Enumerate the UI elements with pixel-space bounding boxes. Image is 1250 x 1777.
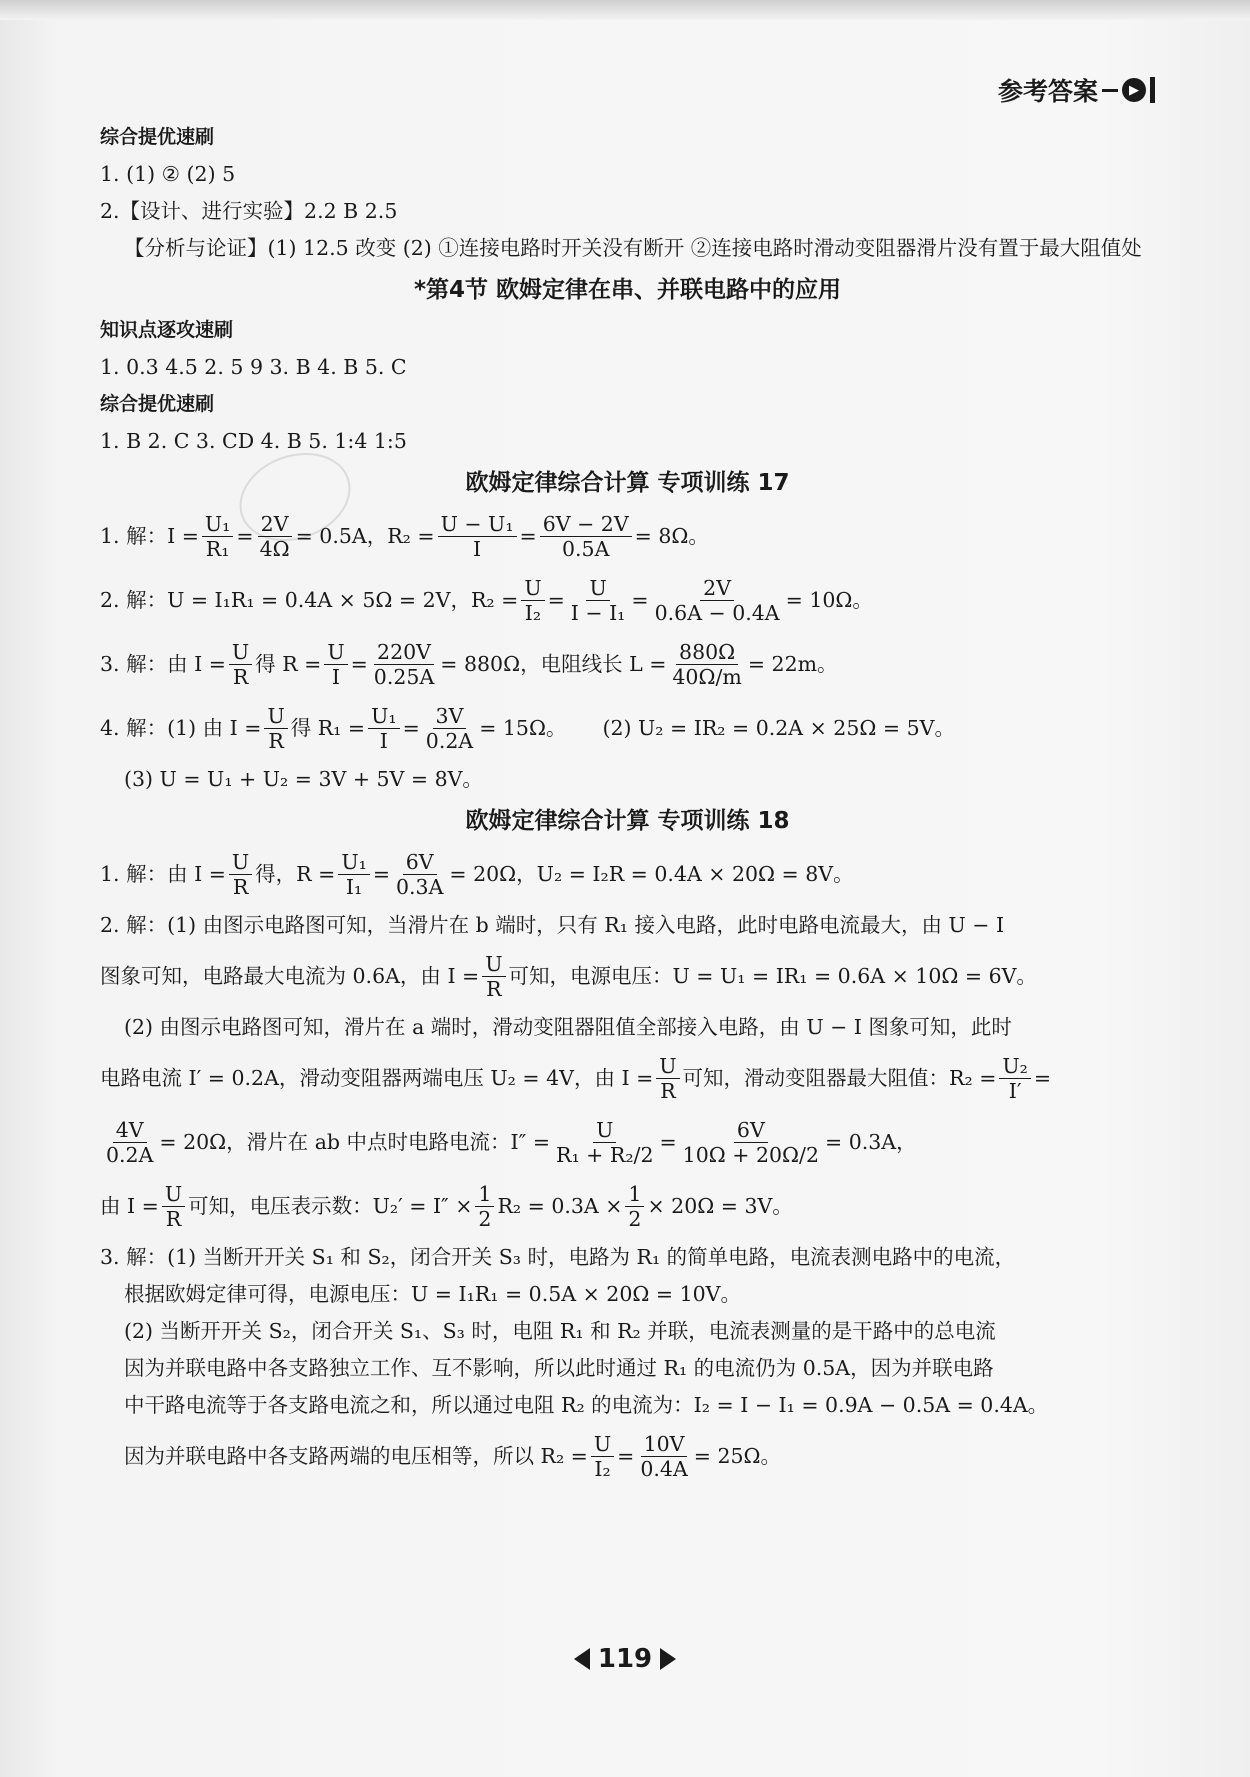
text: = (372, 862, 390, 886)
denominator: I′ (1008, 1078, 1022, 1103)
subheading: 知识点逐攻速刷 (100, 319, 234, 341)
answer-line: (2) 由图示电路图可知，滑片在 a 端时，滑动变阻器阻值全部接入电路，由 U − I 图象可知，此时 (124, 1015, 1012, 1039)
denominator: R₁ (205, 536, 230, 561)
denominator: I (473, 536, 482, 561)
fraction (591, 1432, 614, 1481)
denominator: 2 (478, 1206, 492, 1231)
numerator: 1 (475, 1182, 494, 1207)
subheading: 综合提优速刷 (100, 393, 215, 415)
text: = 8Ω。 (634, 524, 709, 548)
fraction (202, 512, 234, 561)
page-number: 119 (597, 1644, 653, 1674)
text: 1. 解： (100, 524, 168, 548)
denominator: 0.4A (640, 1456, 688, 1481)
denominator: I − I₁ (570, 600, 626, 625)
denominator: I₁ (345, 874, 363, 899)
text: 图象可知，电路最大电流为 0.6A，由 I = (100, 964, 480, 988)
denominator: R (165, 1206, 182, 1231)
numerator: 880Ω (676, 640, 738, 665)
fraction (371, 640, 437, 689)
answer-content (100, 118, 1155, 1490)
denominator: R (486, 976, 502, 1001)
answer-line: 根据欧姆定律可得，电源电压：U = I₁R₁ = 0.5A × 20Ω = 10V。 (124, 1282, 741, 1306)
page-header (998, 72, 1155, 108)
text: 得 R = (255, 652, 322, 676)
text: I = (167, 524, 199, 548)
solution-line (100, 698, 1155, 758)
numerator: U (591, 1432, 614, 1457)
scan-edge (0, 0, 1250, 20)
text: 因为并联电路中各支路两端的电压相等，所以 R₂ = (124, 1444, 588, 1468)
fraction (103, 1118, 156, 1167)
answer-line: 2. 解：(1) 由图示电路图可知，当滑片在 b 端时，只有 R₁ 接入电路，此时电路电流最大，由 U − I (100, 913, 1005, 937)
fraction (652, 576, 783, 625)
numerator: U (656, 1054, 679, 1079)
fraction (521, 576, 544, 625)
fraction (656, 1054, 679, 1103)
text: (2) U₂ = IR₂ = 0.2A × 25Ω = 5V。 (602, 716, 955, 740)
answer-line: 因为并联电路中各支路独立工作、互不影响，所以此时通过 R₁ 的电流仍为 0.5A，因为并联电路 (124, 1356, 994, 1380)
subheading: 综合提优速刷 (100, 126, 215, 148)
numerator: U (229, 850, 252, 875)
text: = (1033, 1066, 1052, 1090)
numerator: U (482, 952, 505, 977)
denominator: I (331, 664, 341, 689)
text: = (350, 652, 368, 676)
fraction (162, 1182, 185, 1231)
text: R₂ = 0.3A × (497, 1194, 623, 1218)
denominator: I (379, 728, 388, 753)
next-arrow-icon (660, 1648, 676, 1670)
numerator: U₁ (368, 704, 400, 729)
fraction (368, 704, 400, 753)
text: 3. 解：由 I = (100, 652, 226, 676)
answer-line: 【分析与论证】(1) 12.5 改变 (2) ①连接电路时开关没有断开 ②连接电路时滑动变阻器滑片没有置于最大阻值处 (124, 236, 1142, 260)
header-dash (1102, 89, 1118, 92)
fraction (324, 640, 347, 689)
text: = (617, 1444, 635, 1468)
text: 电路电流 I′ = 0.2A，滑动变阻器两端电压 U₂ = 4V，由 I = (100, 1066, 654, 1090)
solution-line (100, 1426, 1155, 1486)
answer-line: (2) 当断开开关 S₂，闭合开关 S₁、S₃ 时，电阻 R₁ 和 R₂ 并联，电流表测量的是干路中的总电流 (124, 1319, 996, 1343)
text: = (402, 716, 420, 740)
numerator: U₁ (202, 512, 234, 537)
fraction (540, 512, 632, 561)
denominator: 0.2A (106, 1142, 154, 1167)
solution-line (100, 1112, 1155, 1172)
text: = (659, 1130, 677, 1154)
numerator: 10V (641, 1432, 688, 1457)
denominator: R (660, 1078, 676, 1103)
denominator: 2 (628, 1206, 642, 1231)
text: 由 I = (100, 1194, 159, 1218)
denominator: I₂ (594, 1456, 611, 1481)
numerator: U (586, 576, 609, 601)
fraction (553, 1118, 656, 1167)
text: × 20Ω = 3V。 (647, 1194, 793, 1218)
numerator: 6V (734, 1118, 768, 1143)
section-title: *第4节 欧姆定律在串、并联电路中的应用 (413, 277, 842, 303)
denominator: 0.5A (561, 536, 610, 561)
numerator: 220V (374, 640, 434, 665)
fraction (393, 850, 446, 899)
fraction (680, 1118, 822, 1167)
numerator: U − U₁ (438, 512, 517, 537)
denominator: R (232, 874, 249, 899)
text: 得，R = (255, 862, 336, 886)
header-title: 参考答案 (997, 77, 1098, 106)
solution-line (100, 1048, 1155, 1108)
denominator: 0.25A (373, 664, 435, 689)
solution-line (100, 506, 1155, 566)
section-title: 欧姆定律综合计算 专项训练 18 (465, 808, 790, 834)
text: = (547, 588, 565, 612)
text: = (519, 524, 537, 548)
fraction (482, 952, 505, 1001)
text: = 25Ω。 (693, 1444, 782, 1468)
text: 得 R₁ = (290, 716, 366, 740)
numerator: U (264, 704, 287, 729)
fraction (257, 512, 293, 561)
fraction (999, 1054, 1031, 1103)
fraction (264, 704, 287, 753)
solution-line (100, 946, 1155, 1006)
text: = (631, 588, 649, 612)
fraction (669, 640, 744, 689)
text: 可知，滑动变阻器最大阻值：R₂ = (682, 1066, 997, 1090)
numerator: U (162, 1182, 185, 1207)
fraction (475, 1182, 494, 1231)
text: = 20Ω，U₂ = I₂R = 0.4A × 20Ω = 8V。 (449, 862, 854, 886)
fraction (229, 640, 252, 689)
text: 1. 解：由 I = (100, 862, 226, 886)
text: = 20Ω，滑片在 ab 中点时电路电流：I″ = (159, 1130, 551, 1154)
numerator: 3V (433, 704, 467, 729)
header-bar (1150, 77, 1155, 103)
numerator: 2V (258, 512, 292, 537)
answer-line: 1. B 2. C 3. CD 4. B 5. 1:4 1:5 (100, 429, 407, 453)
denominator: 10Ω + 20Ω/2 (682, 1142, 819, 1167)
numerator: 2V (700, 576, 734, 601)
denominator: 0.2A (425, 728, 474, 753)
numerator: U₁ (338, 850, 370, 875)
fraction (625, 1182, 644, 1231)
numerator: U (229, 640, 252, 665)
denominator: I₂ (524, 600, 542, 625)
answer-line: 1. (1) ② (2) 5 (100, 162, 236, 186)
prev-arrow-icon (574, 1648, 590, 1670)
text: 4. 解：(1) 由 I = (100, 716, 262, 740)
text: = 0.5A，R₂ = (295, 524, 435, 548)
numerator: 6V − 2V (540, 512, 632, 537)
text: = 0.3A， (825, 1130, 917, 1154)
numerator: 1 (625, 1182, 644, 1207)
denominator: R (268, 728, 284, 753)
denominator: R (232, 664, 249, 689)
text: = (236, 524, 254, 548)
denominator: 0.6A − 0.4A (654, 600, 780, 625)
answer-line: 1. 0.3 4.5 2. 5 9 3. B 4. B 5. C (100, 355, 407, 379)
play-icon: ▶ (1122, 78, 1146, 102)
numerator: U₂ (999, 1054, 1031, 1079)
denominator: 4Ω (259, 536, 290, 561)
solution-line (100, 1176, 1155, 1236)
fraction (338, 850, 370, 899)
text: = 22m。 (747, 652, 838, 676)
text: 2. 解：U = I₁R₁ = 0.4A × 5Ω = 2V，R₂ = (100, 588, 519, 612)
numerator: U (593, 1118, 616, 1143)
fraction (423, 704, 476, 753)
text: = 10Ω。 (785, 588, 873, 612)
answer-line: 2.【设计、进行实验】2.2 B 2.5 (100, 199, 398, 223)
numerator: U (324, 640, 347, 665)
text: = 15Ω。 (479, 716, 567, 740)
numerator: U (521, 576, 544, 601)
denominator: 0.3A (396, 874, 444, 899)
answer-line: 3. 解：(1) 当断开开关 S₁ 和 S₂，闭合开关 S₃ 时，电路为 R₁ 的简单电路，电流表测电路中的电流， (100, 1245, 1016, 1269)
solution-line (100, 570, 1155, 630)
denominator: R₁ + R₂/2 (556, 1142, 654, 1167)
numerator: 4V (113, 1118, 147, 1143)
fraction (438, 512, 517, 561)
section-title: 欧姆定律综合计算 专项训练 17 (465, 470, 790, 496)
denominator: 40Ω/m (672, 664, 742, 689)
fraction (229, 850, 252, 899)
text: = 880Ω，电阻线长 L = (440, 652, 667, 676)
answer-line: (3) U = U₁ + U₂ = 3V + 5V = 8V。 (124, 767, 483, 791)
fraction (637, 1432, 690, 1481)
text: 可知，电源电压：U = U₁ = IR₁ = 0.6A × 10Ω = 6V。 (508, 964, 1037, 988)
solution-line (100, 844, 1155, 904)
answer-line: 中干路电流等于各支路电流之和，所以通过电阻 R₂ 的电流为：I₂ = I − I₁ = 0.9A − 0.5A = 0.4A。 (124, 1393, 1049, 1417)
page-footer (0, 1644, 1250, 1674)
numerator: 6V (403, 850, 437, 875)
fraction (568, 576, 629, 625)
solution-line (100, 634, 1155, 694)
text: 可知，电压表示数：U₂′ = I″ × (188, 1194, 473, 1218)
